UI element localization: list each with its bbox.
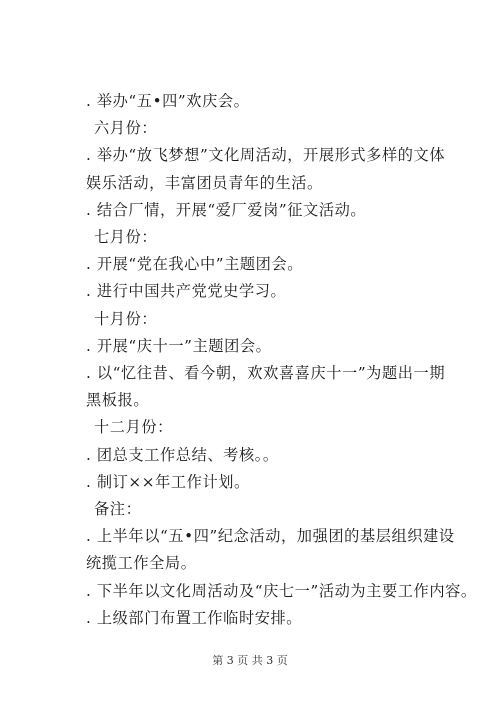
list-item: . 结合厂情，开展“爱厂爱岗”征文活动。: [86, 200, 367, 219]
list-item: . 上半年以“五•四”纪念活动，加强团的基层组织建设统揽工作全局。: [86, 527, 455, 573]
section-heading-october: 十月份：: [94, 309, 158, 328]
section-heading-notes: 备注：: [94, 500, 142, 519]
list-item: . 团总支工作总结、考核。。: [86, 445, 279, 464]
page-number-footer: 第 3 页 共 3 页: [212, 654, 288, 667]
list-item: . 下半年以文化周活动及“庆七一”活动为主要工作内容。: [86, 581, 477, 600]
section-heading-december: 十二月份：: [94, 418, 173, 437]
list-item: . 举办“放飞梦想”文化周活动，开展形式多样的文体娱乐活动，丰富团员青年的生活。: [86, 146, 446, 192]
list-item: . 举办“五•四”欢庆会。: [86, 92, 250, 110]
list-item: . 以“忆往昔、看今朝，欢欢喜喜庆十一”为题出一期黑板报。: [86, 364, 446, 410]
list-item: . 上级部门布置工作临时安排。: [86, 608, 303, 627]
section-heading-july: 七月份：: [94, 228, 158, 247]
list-item: . 开展“党在我心中”主题团会。: [86, 255, 304, 274]
list-item: . 开展“庆十一”主题团会。: [86, 336, 272, 355]
list-item: . 制订××年工作计划。: [86, 472, 250, 491]
list-item: . 进行中国共产党党史学习。: [86, 282, 287, 301]
section-heading-june: 六月份：: [94, 119, 158, 138]
document-body: [86, 88, 477, 632]
